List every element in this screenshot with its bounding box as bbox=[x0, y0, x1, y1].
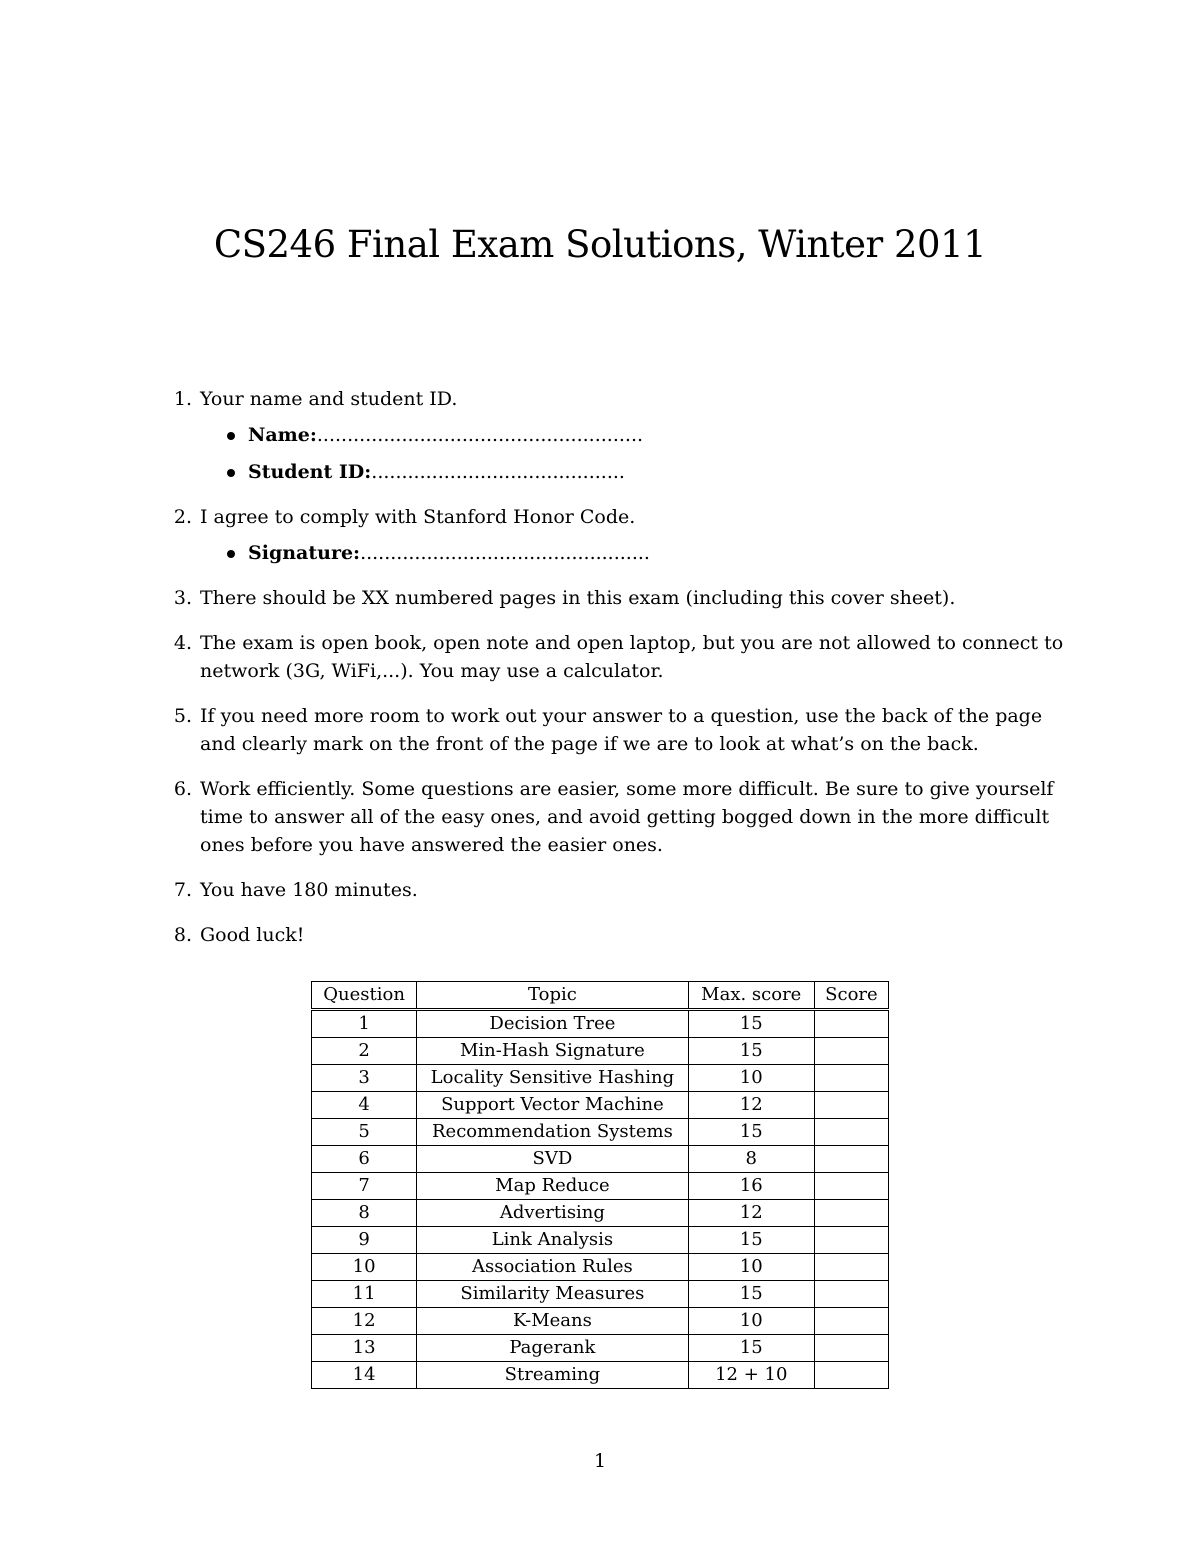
max-score-cell: 15 bbox=[688, 1227, 814, 1254]
table-row bbox=[312, 1146, 889, 1173]
topic-cell: Similarity Measures bbox=[417, 1281, 688, 1308]
topic-cell: Association Rules bbox=[417, 1254, 688, 1281]
score-table bbox=[311, 981, 889, 1389]
max-score-cell: 10 bbox=[688, 1308, 814, 1335]
topic-cell: Recommendation Systems bbox=[417, 1119, 688, 1146]
question-cell: 4 bbox=[312, 1092, 417, 1119]
instruction-item bbox=[160, 385, 1065, 486]
question-cell: 3 bbox=[312, 1065, 417, 1092]
table-row bbox=[312, 1065, 889, 1092]
instruction-item bbox=[160, 584, 1065, 612]
topic-cell: Support Vector Machine bbox=[417, 1092, 688, 1119]
topic-cell: Advertising bbox=[417, 1200, 688, 1227]
instruction-text: Your name and student ID. bbox=[200, 388, 458, 410]
question-cell: 1 bbox=[312, 1010, 417, 1038]
table-row bbox=[312, 1335, 889, 1362]
score-cell bbox=[814, 1227, 888, 1254]
column-header-topic: Topic bbox=[417, 982, 688, 1010]
table-row bbox=[312, 1173, 889, 1200]
question-cell: 8 bbox=[312, 1200, 417, 1227]
topic-cell: Min-Hash Signature bbox=[417, 1038, 688, 1065]
table-header-row bbox=[312, 982, 889, 1010]
table-row bbox=[312, 1227, 889, 1254]
topic-cell: Pagerank bbox=[417, 1335, 688, 1362]
question-cell: 5 bbox=[312, 1119, 417, 1146]
field-blank: .......................................... bbox=[371, 461, 625, 483]
table-row bbox=[312, 1038, 889, 1065]
question-cell: 9 bbox=[312, 1227, 417, 1254]
field-blank: ...................................................... bbox=[316, 424, 644, 446]
score-cell bbox=[814, 1200, 888, 1227]
field-blank: ................................................ bbox=[360, 542, 650, 564]
question-cell: 14 bbox=[312, 1362, 417, 1389]
score-cell bbox=[814, 1173, 888, 1200]
score-cell bbox=[814, 1010, 888, 1038]
instruction-text: Work efficiently. Some questions are easier, some more difficult. Be sure to give yourself time to answer all of the easy ones, and avoid getting bogged down in the more difficult ones before you have answered the easier ones. bbox=[200, 778, 1054, 856]
table-row bbox=[312, 1308, 889, 1335]
max-score-cell: 12 bbox=[688, 1200, 814, 1227]
max-score-cell: 15 bbox=[688, 1335, 814, 1362]
score-cell bbox=[814, 1308, 888, 1335]
instruction-number: 3. bbox=[173, 587, 192, 609]
topic-cell: Decision Tree bbox=[417, 1010, 688, 1038]
instruction-text: Good luck! bbox=[200, 924, 305, 946]
table-row bbox=[312, 1362, 889, 1389]
bullet-icon bbox=[227, 550, 235, 558]
column-header-score: Score bbox=[814, 982, 888, 1010]
form-field bbox=[200, 539, 1065, 567]
max-score-cell: 15 bbox=[688, 1038, 814, 1065]
table-row bbox=[312, 1119, 889, 1146]
question-cell: 2 bbox=[312, 1038, 417, 1065]
question-cell: 13 bbox=[312, 1335, 417, 1362]
instruction-number: 5. bbox=[173, 705, 192, 727]
table-row bbox=[312, 1092, 889, 1119]
instruction-number: 6. bbox=[173, 778, 192, 800]
field-label: Signature: bbox=[248, 542, 361, 564]
bullet-icon bbox=[227, 432, 235, 440]
score-cell bbox=[814, 1335, 888, 1362]
max-score-cell: 15 bbox=[688, 1281, 814, 1308]
max-score-cell: 12 + 10 bbox=[688, 1362, 814, 1389]
bullet-icon bbox=[227, 469, 235, 477]
instruction-number: 4. bbox=[173, 632, 192, 654]
instruction-item bbox=[160, 503, 1065, 567]
max-score-cell: 15 bbox=[688, 1119, 814, 1146]
page-number: 1 bbox=[593, 1450, 607, 1472]
instruction-text: You have 180 minutes. bbox=[200, 879, 418, 901]
instruction-item bbox=[160, 629, 1065, 685]
instructions-list bbox=[160, 385, 1065, 966]
topic-cell: Map Reduce bbox=[417, 1173, 688, 1200]
score-cell bbox=[814, 1038, 888, 1065]
max-score-cell: 10 bbox=[688, 1254, 814, 1281]
score-cell bbox=[814, 1092, 888, 1119]
instruction-text: The exam is open book, open note and open laptop, but you are not allowed to connect to network (3G, WiFi,...). You may use a calculator. bbox=[200, 632, 1064, 682]
table-row bbox=[312, 1200, 889, 1227]
field-list bbox=[200, 539, 1065, 567]
question-cell: 7 bbox=[312, 1173, 417, 1200]
instruction-number: 1. bbox=[173, 388, 192, 410]
topic-cell: SVD bbox=[417, 1146, 688, 1173]
score-cell bbox=[814, 1254, 888, 1281]
instruction-text: I agree to comply with Stanford Honor Code. bbox=[200, 506, 636, 528]
table-row bbox=[312, 1254, 889, 1281]
max-score-cell: 8 bbox=[688, 1146, 814, 1173]
score-cell bbox=[814, 1065, 888, 1092]
instruction-item bbox=[160, 775, 1065, 859]
max-score-cell: 15 bbox=[688, 1010, 814, 1038]
instruction-number: 8. bbox=[173, 924, 192, 946]
score-cell bbox=[814, 1362, 888, 1389]
question-cell: 6 bbox=[312, 1146, 417, 1173]
instruction-number: 7. bbox=[173, 879, 192, 901]
instruction-item bbox=[160, 876, 1065, 904]
table-row bbox=[312, 1281, 889, 1308]
question-cell: 11 bbox=[312, 1281, 417, 1308]
max-score-cell: 16 bbox=[688, 1173, 814, 1200]
table-row bbox=[312, 1010, 889, 1038]
field-list bbox=[200, 421, 1065, 486]
instruction-text: There should be XX numbered pages in this exam (including this cover sheet). bbox=[200, 587, 956, 609]
form-field bbox=[200, 421, 1065, 449]
instruction-item bbox=[160, 702, 1065, 758]
question-cell: 10 bbox=[312, 1254, 417, 1281]
field-label: Student ID: bbox=[248, 461, 372, 483]
score-cell bbox=[814, 1146, 888, 1173]
field-label: Name: bbox=[248, 424, 317, 446]
question-cell: 12 bbox=[312, 1308, 417, 1335]
topic-cell: Streaming bbox=[417, 1362, 688, 1389]
topic-cell: Locality Sensitive Hashing bbox=[417, 1065, 688, 1092]
topic-cell: K-Means bbox=[417, 1308, 688, 1335]
instruction-text: If you need more room to work out your answer to a question, use the back of the page and clearly mark on the front of the page if we are to look at what’s on the back. bbox=[200, 705, 1043, 755]
column-header-question: Question bbox=[312, 982, 417, 1010]
max-score-cell: 12 bbox=[688, 1092, 814, 1119]
instruction-number: 2. bbox=[173, 506, 192, 528]
topic-cell: Link Analysis bbox=[417, 1227, 688, 1254]
score-cell bbox=[814, 1119, 888, 1146]
form-field bbox=[200, 458, 1065, 486]
page-title: CS246 Final Exam Solutions, Winter 2011 bbox=[213, 223, 987, 266]
max-score-cell: 10 bbox=[688, 1065, 814, 1092]
instruction-item bbox=[160, 921, 1065, 949]
column-header-max-score: Max. score bbox=[688, 982, 814, 1010]
score-cell bbox=[814, 1281, 888, 1308]
